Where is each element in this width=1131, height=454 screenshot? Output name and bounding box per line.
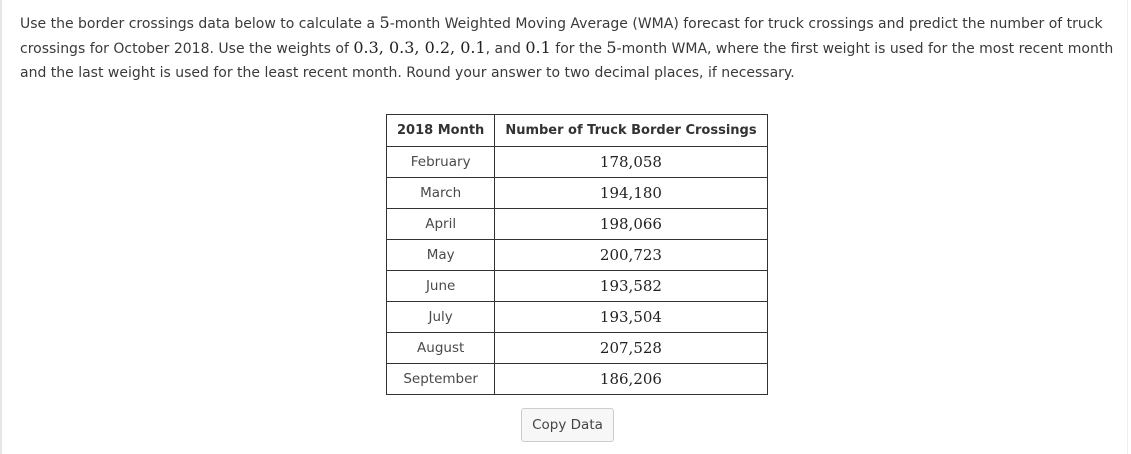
table-row <box>387 333 768 364</box>
question-text-part: -month Weighted Moving Average (WMA) forecast for truck crossings and predict the number of truck crossings for October 2018. Use the weights of <box>20 16 1103 57</box>
math-value: 5 <box>379 13 390 32</box>
table-row <box>387 271 768 302</box>
crossings-cell: 178,058 <box>495 147 767 178</box>
math-separator: , <box>450 38 461 57</box>
question-text-part: -month WMA, where the first weight is used for the most recent month and the last weight is used for the least recent month. Round your answer to two decimal places, if necessary. <box>20 41 1114 81</box>
math-separator: , <box>378 38 389 57</box>
question-text <box>20 11 1118 85</box>
month-cell: August <box>387 333 495 364</box>
math-value: 0.3 <box>388 38 415 57</box>
month-cell: June <box>387 271 495 302</box>
month-cell: February <box>387 147 495 178</box>
border-crossings-table <box>386 114 768 395</box>
table-row <box>387 147 768 178</box>
table-body <box>387 147 768 395</box>
month-cell: July <box>387 302 495 333</box>
column-header-crossings: Number of Truck Border Crossings <box>495 115 767 147</box>
month-cell: April <box>387 209 495 240</box>
crossings-cell: 186,206 <box>495 364 767 395</box>
crossings-cell: 198,066 <box>495 209 767 240</box>
table-row <box>387 240 768 271</box>
crossings-cell: 193,504 <box>495 302 767 333</box>
question-text-part: for the <box>550 41 607 57</box>
crossings-cell: 193,582 <box>495 271 767 302</box>
table-row <box>387 302 768 333</box>
table-row <box>387 209 768 240</box>
math-separator: , <box>414 38 425 57</box>
column-header-month: 2018 Month <box>387 115 495 147</box>
math-value: 0.1 <box>525 38 551 57</box>
math-value: 0.3 <box>353 38 379 57</box>
question-text-part: , and <box>485 41 526 57</box>
copy-data-button[interactable]: Copy Data <box>521 408 614 442</box>
crossings-cell: 207,528 <box>495 333 767 364</box>
crossings-cell: 200,723 <box>495 240 767 271</box>
math-value: 0.1 <box>460 38 486 57</box>
crossings-cell: 194,180 <box>495 178 767 209</box>
math-value: 0.2 <box>424 38 451 57</box>
table-row <box>387 178 768 209</box>
table-row <box>387 364 768 395</box>
month-cell: March <box>387 178 495 209</box>
month-cell: May <box>387 240 495 271</box>
math-value: 5 <box>606 38 617 57</box>
table-header-row <box>387 115 768 147</box>
table-header <box>387 115 768 147</box>
month-cell: September <box>387 364 495 395</box>
question-text-part: Use the border crossings data below to calculate a <box>20 16 380 32</box>
